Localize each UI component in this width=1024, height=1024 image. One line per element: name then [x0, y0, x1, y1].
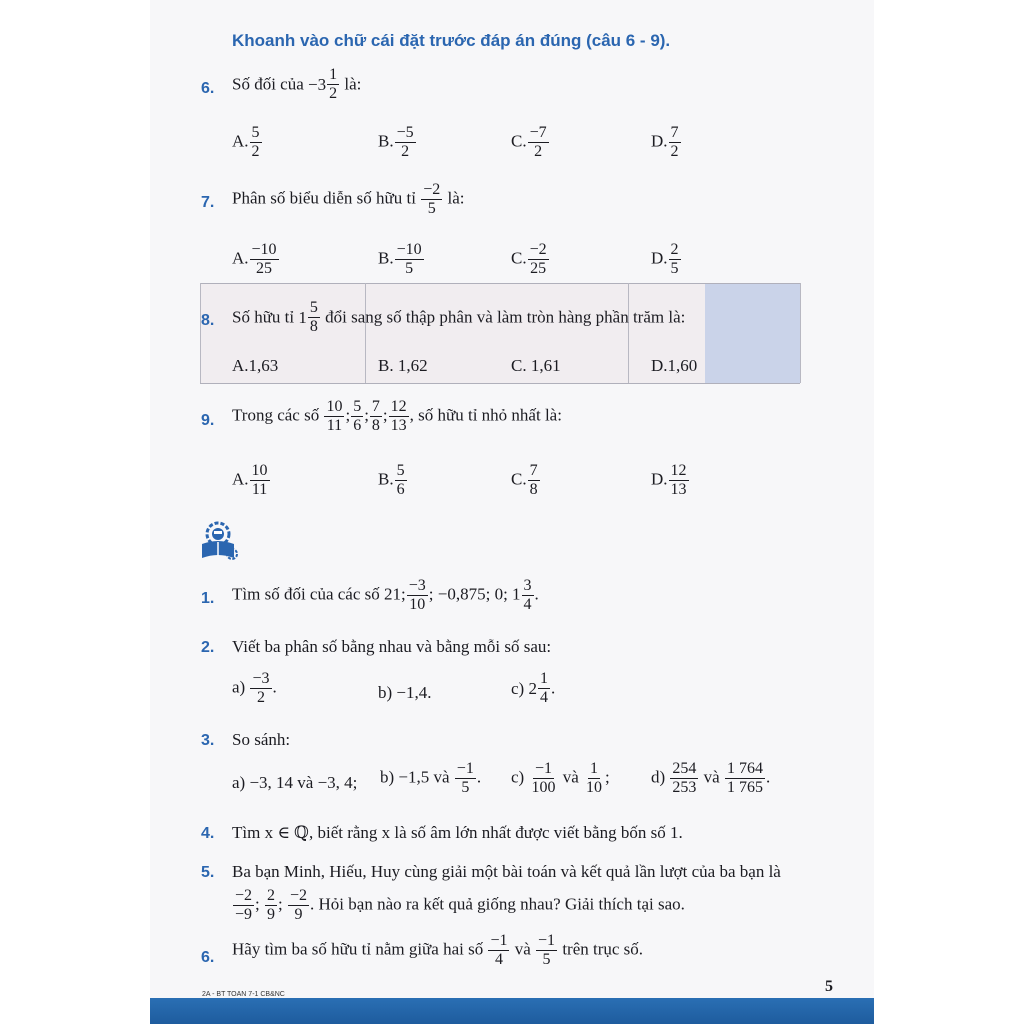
gear-book-icon [198, 520, 238, 569]
option-c[interactable]: C. $\frac{7}{8}$ [511, 462, 538, 498]
table-rule [200, 283, 201, 383]
option-b[interactable]: B. $\frac{-10}{5}$ [378, 241, 422, 277]
option-b[interactable]: B. $\frac{5}{6}$ [378, 462, 405, 498]
exercise-5-text: Ba bạn Minh, Hiếu, Huy cùng giải một bài toán và kết quả lần lượt của ba bạn là [232, 862, 781, 881]
option-a[interactable]: A. $\frac{10}{11}$ [232, 462, 268, 498]
exercise-2c: c) 2 $\frac{1}{4}$ . [511, 670, 556, 706]
option-b[interactable]: B. $\frac{-5}{2}$ [378, 124, 414, 160]
section-instruction: Khoanh vào chữ cái đặt trước đáp án đúng (câu 6 - 9). [232, 31, 671, 50]
table-rule [800, 283, 801, 383]
exercise-2-text: Viết ba phân số bằng nhau và bằng mỗi số sau: [232, 637, 552, 656]
exercise-number: 1. [201, 590, 215, 607]
option-b[interactable]: B. 1,62 [378, 356, 428, 375]
question-7-text: Phân số biểu diễn số hữu tỉ $\frac{-2}{5}$ là: [232, 181, 465, 217]
exercise-4-text: Tìm x ∈ ℚ, biết rằng x là số âm lớn nhất được viết bằng bốn số 1. [232, 823, 683, 842]
exercise-3a: a) −3, 14 và −3, 4; [232, 773, 358, 792]
option-d[interactable]: D. $\frac{2}{5}$ [651, 241, 679, 277]
option-c[interactable]: C. $\frac{-2}{25}$ [511, 241, 547, 277]
exercise-3-text: So sánh: [232, 730, 291, 749]
exercise-3c: c) $\frac{-1}{100}$ và $\frac{1}{10}$ ; [511, 760, 610, 796]
exercise-number: 5. [201, 864, 215, 881]
exercise-number: 2. [201, 639, 215, 656]
exercise-number: 6. [201, 949, 215, 966]
option-a[interactable]: A.1,63 [232, 356, 279, 375]
exercise-1-text: Tìm số đối của các số 21; $\frac{-3}{10}$ ; −0,875; 0; 1 $\frac{3}{4}$ . [232, 577, 539, 613]
exercise-5-fractions: $\frac{-2}{-9}$ ; $\frac{2}{9}$ ; $\frac{-2}{9}$ . Hỏi bạn nào ra kết quả giống nhau? Giải thích tại sao. [235, 887, 685, 923]
exercise-6-text: Hãy tìm ba số hữu tỉ nằm giữa hai số $\frac{-1}{4}$ và $\frac{-1}{5}$ trên trục số. [232, 932, 644, 968]
option-c[interactable]: C. $\frac{-7}{2}$ [511, 124, 547, 160]
question-6-text: Số đối của −3 $\frac{1}{2}$ là: [232, 66, 362, 102]
option-d[interactable]: D. $\frac{7}{2}$ [651, 124, 679, 160]
exercise-3b: b) −1,5 và $\frac{-1}{5}$ . [380, 760, 482, 796]
table-rule [200, 283, 800, 284]
exercise-2a: a) $\frac{-3}{2}$ . [232, 670, 277, 706]
question-8-text: Số hữu tỉ 1 $\frac{5}{8}$ đổi sang số thập phân và làm tròn hàng phần trăm là: [232, 299, 686, 335]
option-a[interactable]: A. $\frac{-10}{25}$ [232, 241, 277, 277]
option-c[interactable]: C. 1,61 [511, 356, 561, 375]
option-d[interactable]: D.1,60 [651, 356, 698, 375]
option-d[interactable]: D. $\frac{12}{13}$ [651, 462, 687, 498]
footer-code: 2A - BT TOAN 7-1 CB&NC [202, 991, 285, 998]
question-number: 6. [201, 80, 215, 97]
exercise-number: 4. [201, 825, 215, 842]
question-number: 9. [201, 412, 215, 429]
question-9-text: Trong các số $\frac{10}{11}$ ; $\frac{5}{6}$ ; $\frac{7}{8}$ ; $\frac{12}{13}$ , số hữu tỉ nhỏ nhất là: [232, 398, 562, 434]
option-a[interactable]: A. $\frac{5}{2}$ [232, 124, 260, 160]
page-bottom-band [150, 998, 874, 1024]
table-rule [200, 383, 800, 384]
exercise-number: 3. [201, 732, 215, 749]
exercise-3d: d) $\frac{254}{253}$ và $\frac{1 764}{1 765}$ . [651, 760, 771, 796]
exercise-2b: b) −1,4. [378, 683, 432, 702]
bleed-through-highlight [705, 283, 801, 383]
question-number: 7. [201, 194, 215, 211]
page-number: 5 [825, 978, 833, 995]
question-number: 8. [201, 312, 215, 329]
